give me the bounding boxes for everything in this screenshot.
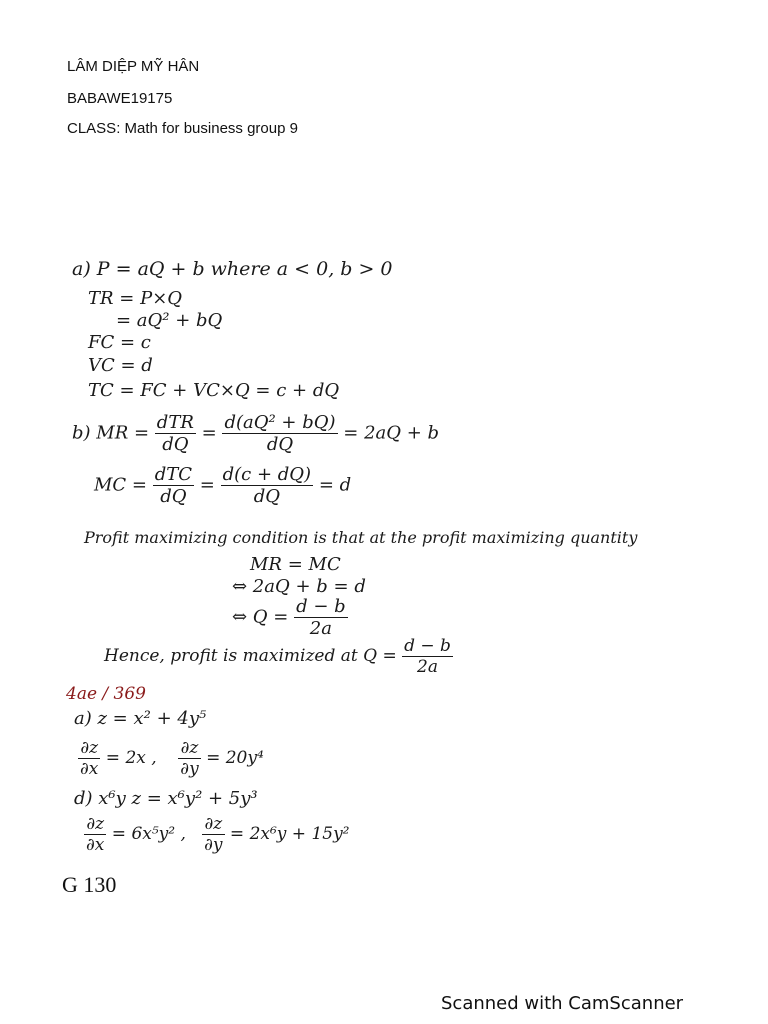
mc-f1-num: dTC — [154, 464, 193, 485]
eq-solve-1: ⇔ 2aQ + b = d — [232, 576, 366, 597]
part-a-line-3: = aQ² + bQ — [116, 310, 223, 331]
mc-fraction-2 — [221, 464, 313, 507]
mc-f1-den: dQ — [160, 486, 187, 507]
a-p1-den: ∂x — [80, 759, 99, 779]
mr-f1-den: dQ — [162, 434, 189, 455]
exercise-reference: 4ae / 369 — [66, 684, 146, 704]
mc-f2-den: dQ — [253, 486, 280, 507]
eq-mr-mc: MR = MC — [250, 554, 341, 575]
a-p2-num: ∂z — [178, 738, 200, 759]
part-a-line-5: VC = d — [88, 355, 153, 376]
d-p1-num: ∂z — [84, 814, 106, 835]
mc-lhs: MC = — [94, 474, 148, 496]
eq3-num: d − b — [296, 596, 346, 617]
d-p2-den: ∂y — [204, 835, 223, 855]
mr-f2-num: d(aQ² + bQ) — [224, 412, 336, 433]
d-partial-x — [84, 814, 106, 855]
conclusion — [104, 636, 453, 677]
exercise-d-equation: d) x⁶y z = x⁶y² + 5y³ — [74, 788, 258, 809]
mr-f1-num: dTR — [156, 412, 194, 433]
conc-den: 2a — [417, 657, 438, 677]
eq3-lhs: ⇔ Q = — [232, 606, 289, 628]
exercise-a-partials — [78, 738, 264, 779]
eq-solve-2 — [232, 596, 348, 639]
a-p1-num: ∂z — [78, 738, 100, 759]
mc-equation: MC = $\frac{\text{dTC}}{dQ}$ = $\frac{d(c + dQ)}{dQ}$ = d — [94, 464, 352, 507]
a-partial-y — [178, 738, 200, 779]
a-partial-x — [78, 738, 100, 779]
d-p2-num: ∂z — [202, 814, 224, 835]
d-p1-rhs: = 6x⁵y² , — [111, 824, 186, 844]
part-a-line-4: FC = c — [88, 332, 151, 353]
student-id: BABAWE19175 — [67, 90, 173, 107]
a-p2-rhs: = 20y⁴ — [206, 748, 264, 768]
a-p1-rhs: = 2x , — [105, 748, 157, 768]
mr-lhs: b) MR = — [72, 422, 150, 444]
mr-equation: b) MR = $\frac{\text{dTR}}{dQ}$ = $\frac{\text{d(aQ² + bQ)}}{dQ}$ = 2aQ + b — [72, 412, 440, 455]
conc-num: d − b — [404, 636, 451, 656]
mr-f2-den: dQ — [266, 434, 294, 455]
exercise-d-partials — [84, 814, 350, 855]
part-a-line-2: TR = P×Q — [88, 288, 183, 309]
part-a-line-1: a) P = aQ + b where a < 0, b > 0 — [72, 258, 393, 280]
grade-mark: G 130 — [62, 872, 117, 897]
d-partial-y — [202, 814, 224, 855]
conclusion-text: Hence, profit is maximized at Q = — [104, 646, 397, 666]
eq3-fraction — [294, 596, 348, 639]
mr-fraction-1 — [155, 412, 196, 455]
d-p2-rhs: = 2x⁶y + 15y² — [229, 824, 350, 844]
exercise-a-equation: a) z = x² + 4y⁵ — [74, 708, 207, 729]
part-a-line-6: TC = FC + VC×Q = c + dQ — [88, 380, 340, 401]
mc-rhs: = d — [318, 474, 352, 496]
scanner-watermark: Scanned with CamScanner — [441, 993, 684, 1014]
mc-f2-num: d(c + dQ) — [222, 464, 312, 485]
a-p2-den: ∂y — [180, 759, 199, 779]
mc-fraction-1 — [153, 464, 194, 507]
conclusion-fraction — [402, 636, 453, 677]
mr-fraction-2 — [222, 412, 337, 455]
d-p1-den: ∂x — [86, 835, 105, 855]
eq3-den: 2a — [309, 618, 332, 639]
student-name: LÂM DIỆP MỸ HÂN — [67, 58, 200, 75]
condition-text: Profit maximizing condition is that at the profit maximizing quantity — [84, 528, 638, 547]
mr-rhs: = 2aQ + b — [343, 422, 440, 444]
class-line: CLASS: Math for business group 9 — [67, 120, 298, 137]
